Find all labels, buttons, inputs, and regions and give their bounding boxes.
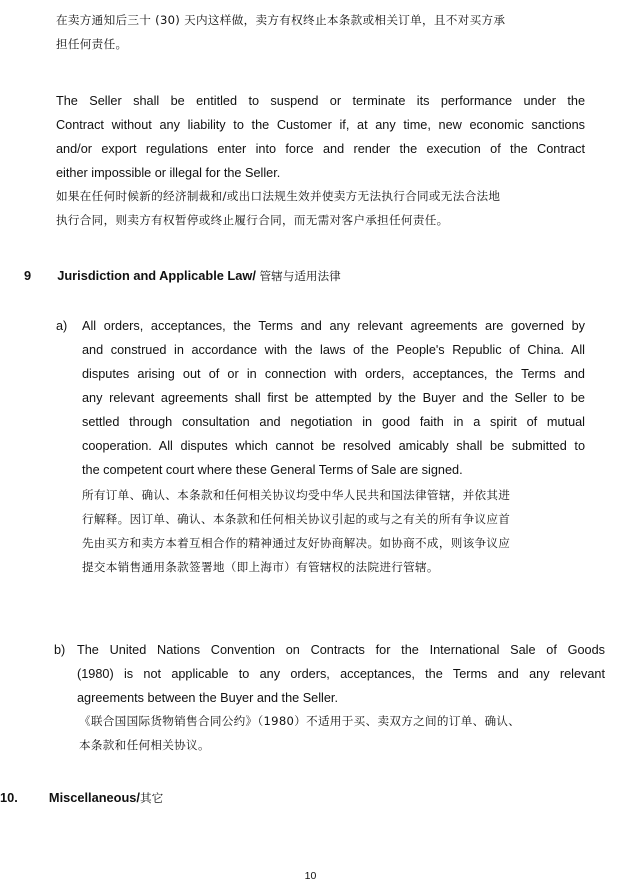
item-a-en — [82, 314, 585, 482]
item-b-zh — [79, 709, 607, 757]
item-a-en-line-2: and construed in accordance with the laws of the People's Republic of China. All — [82, 343, 585, 357]
item-a-en-line-3: disputes arising out of or in connection with orders, acceptances, the Terms and — [82, 367, 585, 381]
top-zh-line-2: 担任何责任。 — [56, 37, 128, 51]
item-b-en — [77, 638, 605, 710]
top-paragraph-zh — [56, 8, 588, 56]
item-a-zh — [82, 483, 588, 579]
item-a-zh-line-3: 先由买方和卖方本着互相合作的精神通过友好协商解决。如协商不成，则该争议应 — [82, 536, 511, 550]
item-a-en-line-1: All orders, acceptances, the Terms and any relevant agreements are governed by — [82, 319, 585, 333]
item-a-en-line-5: settled through consultation and negotiation in good faith in a spirit of mutual — [82, 415, 585, 429]
section-9-number: 9 — [24, 268, 32, 283]
sanctions-en-line-2: Contract without any liability to the Customer if, at any time, new economic sanctions — [56, 118, 585, 132]
sanctions-zh-line-1: 如果在任何时候新的经济制裁和/或出口法规生效并使卖方无法执行合同或无法合法地 — [56, 189, 501, 203]
section-10-title: Miscellaneous/ — [48, 790, 140, 805]
section-9-title-zh: 管辖与适用法律 — [255, 269, 341, 283]
section-9-title: Jurisdiction and Applicable Law/ — [57, 268, 256, 283]
item-b-en-line-1: The United Nations Convention on Contracts for the International Sale of Goods — [77, 643, 605, 657]
page-number: 10 — [304, 870, 317, 882]
sanctions-en-line-4: either impossible or illegal for the Seller. — [56, 166, 281, 180]
section-10-title-zh: 其它 — [139, 791, 164, 805]
sanctions-en-line-1: The Seller shall be entitled to suspend or terminate its performance under the — [56, 94, 585, 108]
section-10-number: 10. — [0, 790, 18, 805]
item-a-zh-line-2: 行解释。因订单、确认、本条款和任何相关协议引起的或与之有关的所有争议应首 — [82, 512, 511, 526]
section-9-heading — [24, 264, 584, 288]
item-a-marker: a) — [56, 319, 68, 333]
item-b-en-line-2: (1980) is not applicable to any orders, acceptances, the Terms and any relevant — [77, 667, 605, 681]
sanctions-paragraph-en — [56, 89, 585, 185]
item-a-zh-line-1: 所有订单、确认、本条款和任何相关协议均受中华人民共和国法律管辖，并依其进 — [82, 488, 511, 502]
item-a-en-line-7: the competent court where these General Terms of Sale are signed. — [82, 463, 463, 477]
section-10-heading — [0, 786, 560, 810]
sanctions-zh-line-2: 执行合同，则卖方有权暂停或终止履行合同，而无需对客户承担任何责任。 — [56, 213, 449, 227]
item-a-en-line-4: any relevant agreements shall first be attempted by the Buyer and the Seller to be — [82, 391, 585, 405]
top-zh-line-1: 在卖方通知后三十 (30) 天内这样做，卖方有权终止本条款或相关订单，且不对买方承 — [56, 13, 506, 27]
sanctions-en-line-3: and/or export regulations enter into force and render the execution of the Contract — [56, 142, 585, 156]
item-a-zh-line-4: 提交本销售通用条款签署地（即上海市）有管辖权的法院进行管辖。 — [82, 560, 439, 574]
item-b-zh-line-1: 《联合国国际货物销售合同公约》（1980）不适用于买、卖双方之间的订单、确认、 — [79, 714, 521, 728]
item-b-marker: b) — [54, 643, 66, 657]
sanctions-paragraph-zh — [56, 184, 588, 232]
item-b-zh-line-2: 本条款和任何相关协议。 — [79, 738, 210, 752]
item-a-en-line-6: cooperation. All disputes which cannot be resolved amicably shall be submitted to — [82, 439, 585, 453]
item-b-en-line-3: agreements between the Buyer and the Seller. — [77, 691, 338, 705]
